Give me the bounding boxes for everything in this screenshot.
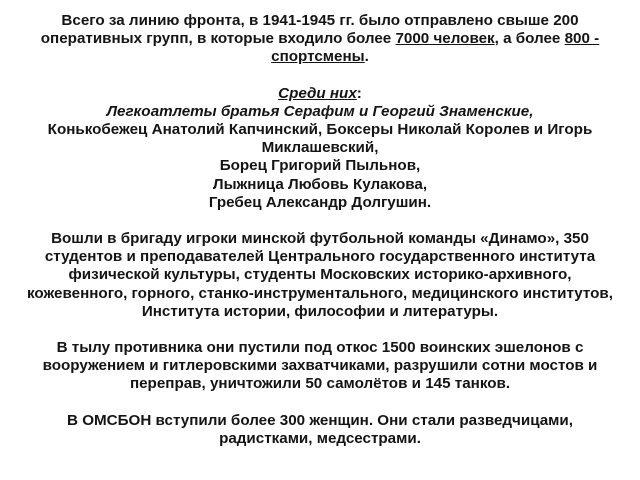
spacer (20, 67, 620, 85)
spacer (20, 321, 620, 339)
sabotage-paragraph: В тылу противника они пустили под откос 1500 воинских эшелонов с вооружением и гитлеровскими захватчиками, разрушили сотни мостов и переправ, уничтожили 50 самолётов и 145 танков. (42, 339, 598, 393)
intro-text-1: Всего за линию фронта, в 1941-1945 гг. было отправлено свыше 200 оперативных групп, в которые входило более (40, 12, 579, 48)
spacer (20, 212, 620, 230)
athlete-line: Борец Григорий Пыльнов, (219, 157, 421, 175)
people-count-link[interactable]: 7000 человек (395, 30, 495, 48)
intro-paragraph (20, 12, 620, 67)
athletes-heading-colon: : (356, 84, 362, 102)
athlete-line: Лыжница Любовь Кулакова, (212, 175, 428, 193)
athlete-line: Гребец Александр Долгушин. (208, 193, 432, 211)
slide-text (20, 12, 620, 448)
intro-text-2: , а более (494, 30, 565, 48)
athletes-count-link[interactable]: 800 - спортсмены (271, 30, 600, 66)
athlete-line: Конькобежец Анатолий Капчинский, Боксеры Николай Королев и Игорь Миклашевский, (47, 121, 593, 157)
intro-text-3: . (364, 48, 369, 66)
athlete-line: Легкоатлеты братья Серафим и Георгий Знаменские, (106, 102, 534, 120)
spacer (20, 394, 620, 412)
women-paragraph: В ОМСБОН вступили более 300 женщин. Они стали разведчицами, радистками, медсестрами. (67, 411, 573, 447)
brigade-paragraph: Вошли в бригаду игроки минской футбольной команды «Динамо», 350 студентов и преподавателей Центрального государственного института физической культуры, студенты Московских историко-архивного, кожевенного, горного, станко-инструментального, медицинского институтов, Института истории, философии и литературы. (27, 230, 613, 320)
athletes-heading (20, 85, 620, 103)
athletes-heading-text: Среди них (278, 84, 357, 102)
